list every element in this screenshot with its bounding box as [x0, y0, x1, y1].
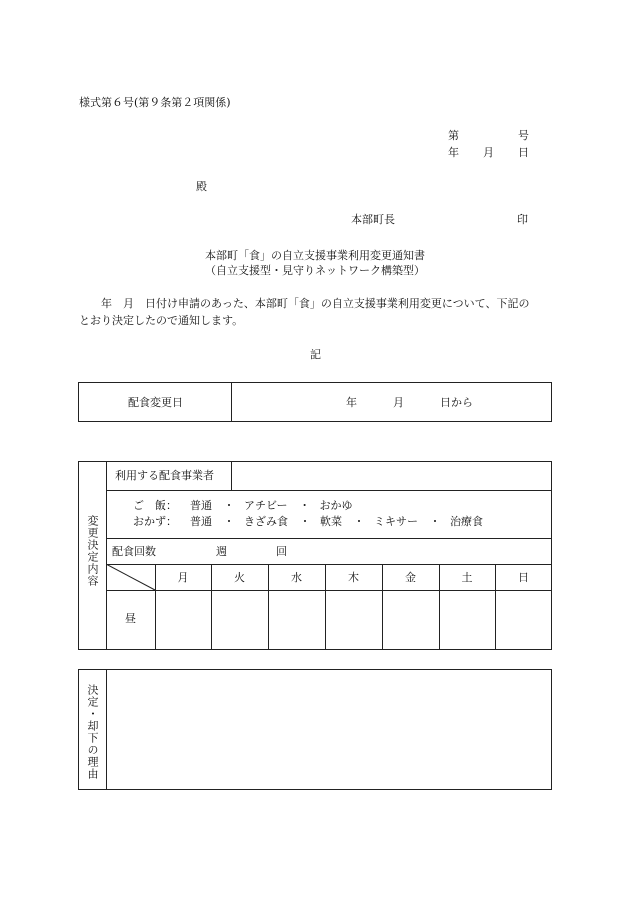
form-number: 様式第６号(第９条第２項関係): [79, 96, 231, 109]
day-thu: 木: [348, 571, 359, 584]
body-line-1: 年 月 日付け申請のあった、本部町「食」の自立支援事業利用変更について、下記の: [101, 297, 530, 310]
addressee-suffix: 殿: [196, 180, 207, 193]
separator: ・: [299, 499, 311, 512]
side-dish-option-blended: ミキサー: [374, 515, 418, 528]
side-dish-option-normal: 普通: [190, 515, 212, 528]
day-tue: 火: [234, 571, 245, 584]
day-sun: 日: [518, 571, 529, 584]
separator: ・: [353, 515, 365, 528]
provider-label: 利用する配食事業者: [115, 469, 214, 482]
separator: ・: [299, 515, 311, 528]
rice-label: ご 飯：: [133, 499, 177, 512]
side-dish-label: おかず：: [133, 515, 177, 528]
decision-side-label: 変更決定内容: [86, 515, 99, 587]
change-date-day-from: 日から: [440, 396, 473, 409]
body-line-2: とおり決定したので通知します。: [79, 314, 244, 327]
doc-number-dai: 第: [448, 129, 459, 142]
day-wed: 水: [291, 571, 302, 584]
change-date-month: 月: [393, 396, 404, 409]
day-fri: 金: [405, 571, 416, 584]
seal-mark: 印: [517, 213, 528, 226]
date-day: 日: [518, 146, 529, 159]
separator: ・: [223, 515, 235, 528]
reason-side-divider: [106, 669, 107, 790]
separator: ・: [429, 515, 441, 528]
count-bottom-line: [106, 564, 552, 565]
change-date-label: 配食変更日: [128, 396, 183, 409]
day-mon: 月: [177, 571, 189, 584]
document-subtitle: （自立支援型・見守りネットワーク構築型）: [205, 264, 425, 277]
lunch-row-label: 昼: [125, 612, 136, 625]
side-dish-option-therapeutic: 治療食: [450, 515, 483, 528]
reason-table: [78, 669, 552, 790]
document-title: 本部町「食」の自立支援事業利用変更通知書: [205, 249, 425, 262]
doc-number-go: 号: [518, 129, 529, 142]
meal-count-week: 週: [216, 545, 227, 558]
sender-title: 本部町長: [351, 213, 395, 226]
day-header-bottom-line: [106, 590, 552, 591]
provider-divider: [231, 461, 232, 490]
diagonal-header-cell: [106, 564, 156, 591]
rice-row: [133, 500, 353, 511]
options-bottom-line: [106, 538, 552, 539]
meal-count-times: 回: [276, 545, 287, 558]
side-dish-option-soft: 軟菜: [320, 515, 342, 528]
reason-side-label: 決定・却下の理由: [86, 684, 99, 780]
meal-count-label: 配食回数: [112, 545, 156, 558]
separator: ・: [223, 499, 235, 512]
change-date-divider: [231, 382, 232, 422]
provider-bottom-line: [106, 490, 552, 491]
ki-heading: 記: [310, 348, 321, 361]
side-dish-option-minced: きざみ食: [244, 515, 288, 528]
side-dish-row: [133, 516, 483, 527]
rice-option-porridge: おかゆ: [319, 499, 353, 512]
date-year: 年: [448, 146, 459, 159]
change-date-year: 年: [346, 396, 357, 409]
day-sat: 土: [461, 571, 473, 584]
date-month: 月: [483, 146, 494, 159]
rice-option-achibi: アチビー: [244, 499, 288, 512]
rice-option-normal: 普通: [190, 499, 212, 512]
